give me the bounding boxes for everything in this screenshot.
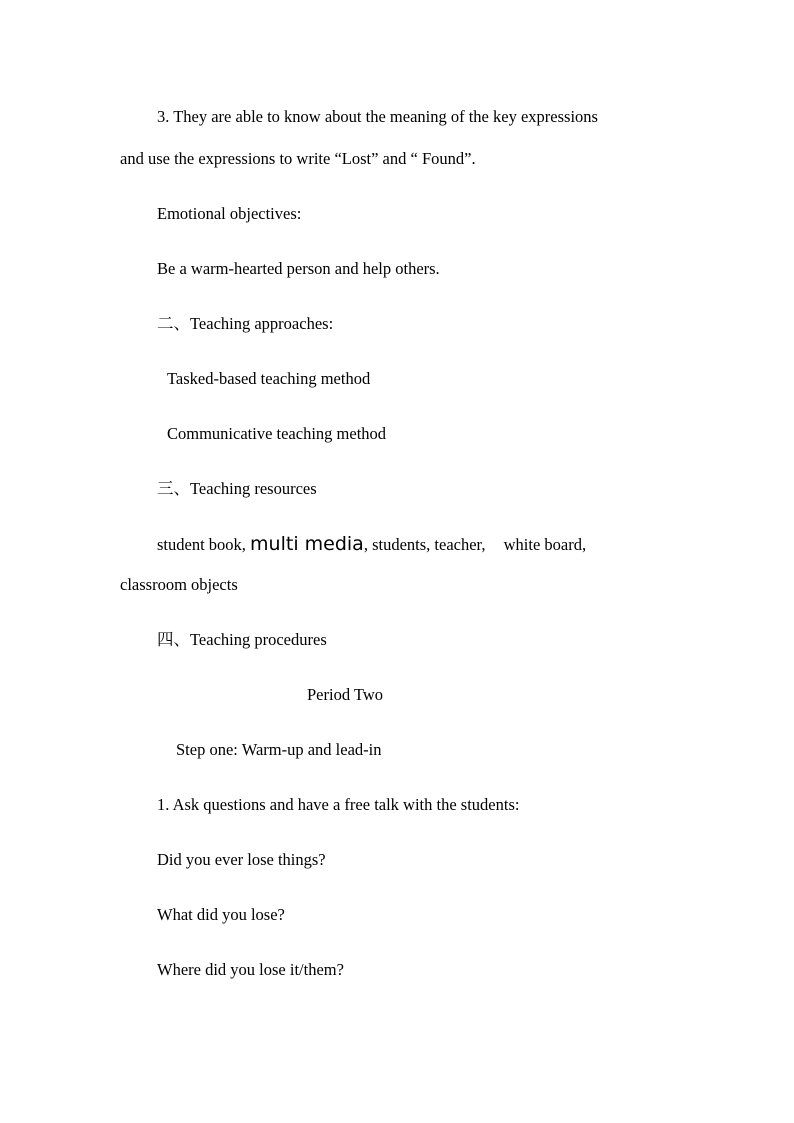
approach-item-2: Communicative teaching method — [167, 424, 387, 443]
objective-3-line-2: and use the expressions to write “Lost” and “ Found”. — [120, 149, 476, 168]
teaching-resources-heading: 三、Teaching resources — [157, 479, 317, 498]
teaching-approaches-heading: 二、Teaching approaches: — [157, 314, 334, 333]
teaching-procedures-heading: 四、Teaching procedures — [157, 630, 327, 649]
resources-text-3: white board, — [503, 535, 587, 554]
approach-item-1: Tasked-based teaching method — [167, 369, 371, 388]
resources-text-2: , students, teacher, — [363, 535, 486, 554]
question-3: Where did you lose it/them? — [157, 960, 344, 979]
resources-multimedia: multi media — [250, 533, 364, 555]
objective-3-line-1: 3. They are able to know about the meaning of the key expressions — [157, 107, 598, 126]
question-1: Did you ever lose things? — [157, 850, 326, 869]
resources-line-2: classroom objects — [120, 575, 238, 594]
emotional-objectives-heading: Emotional objectives: — [157, 204, 302, 223]
step-one-heading: Step one: Warm-up and lead-in — [176, 740, 382, 759]
period-title: Period Two — [307, 685, 383, 704]
question-2: What did you lose? — [157, 905, 285, 924]
resources-line-1 — [157, 534, 586, 555]
emotional-objectives-text: Be a warm-hearted person and help others. — [157, 259, 440, 278]
procedure-item-1: 1. Ask questions and have a free talk with the students: — [157, 795, 520, 814]
resources-text-1: student book, — [157, 535, 246, 554]
